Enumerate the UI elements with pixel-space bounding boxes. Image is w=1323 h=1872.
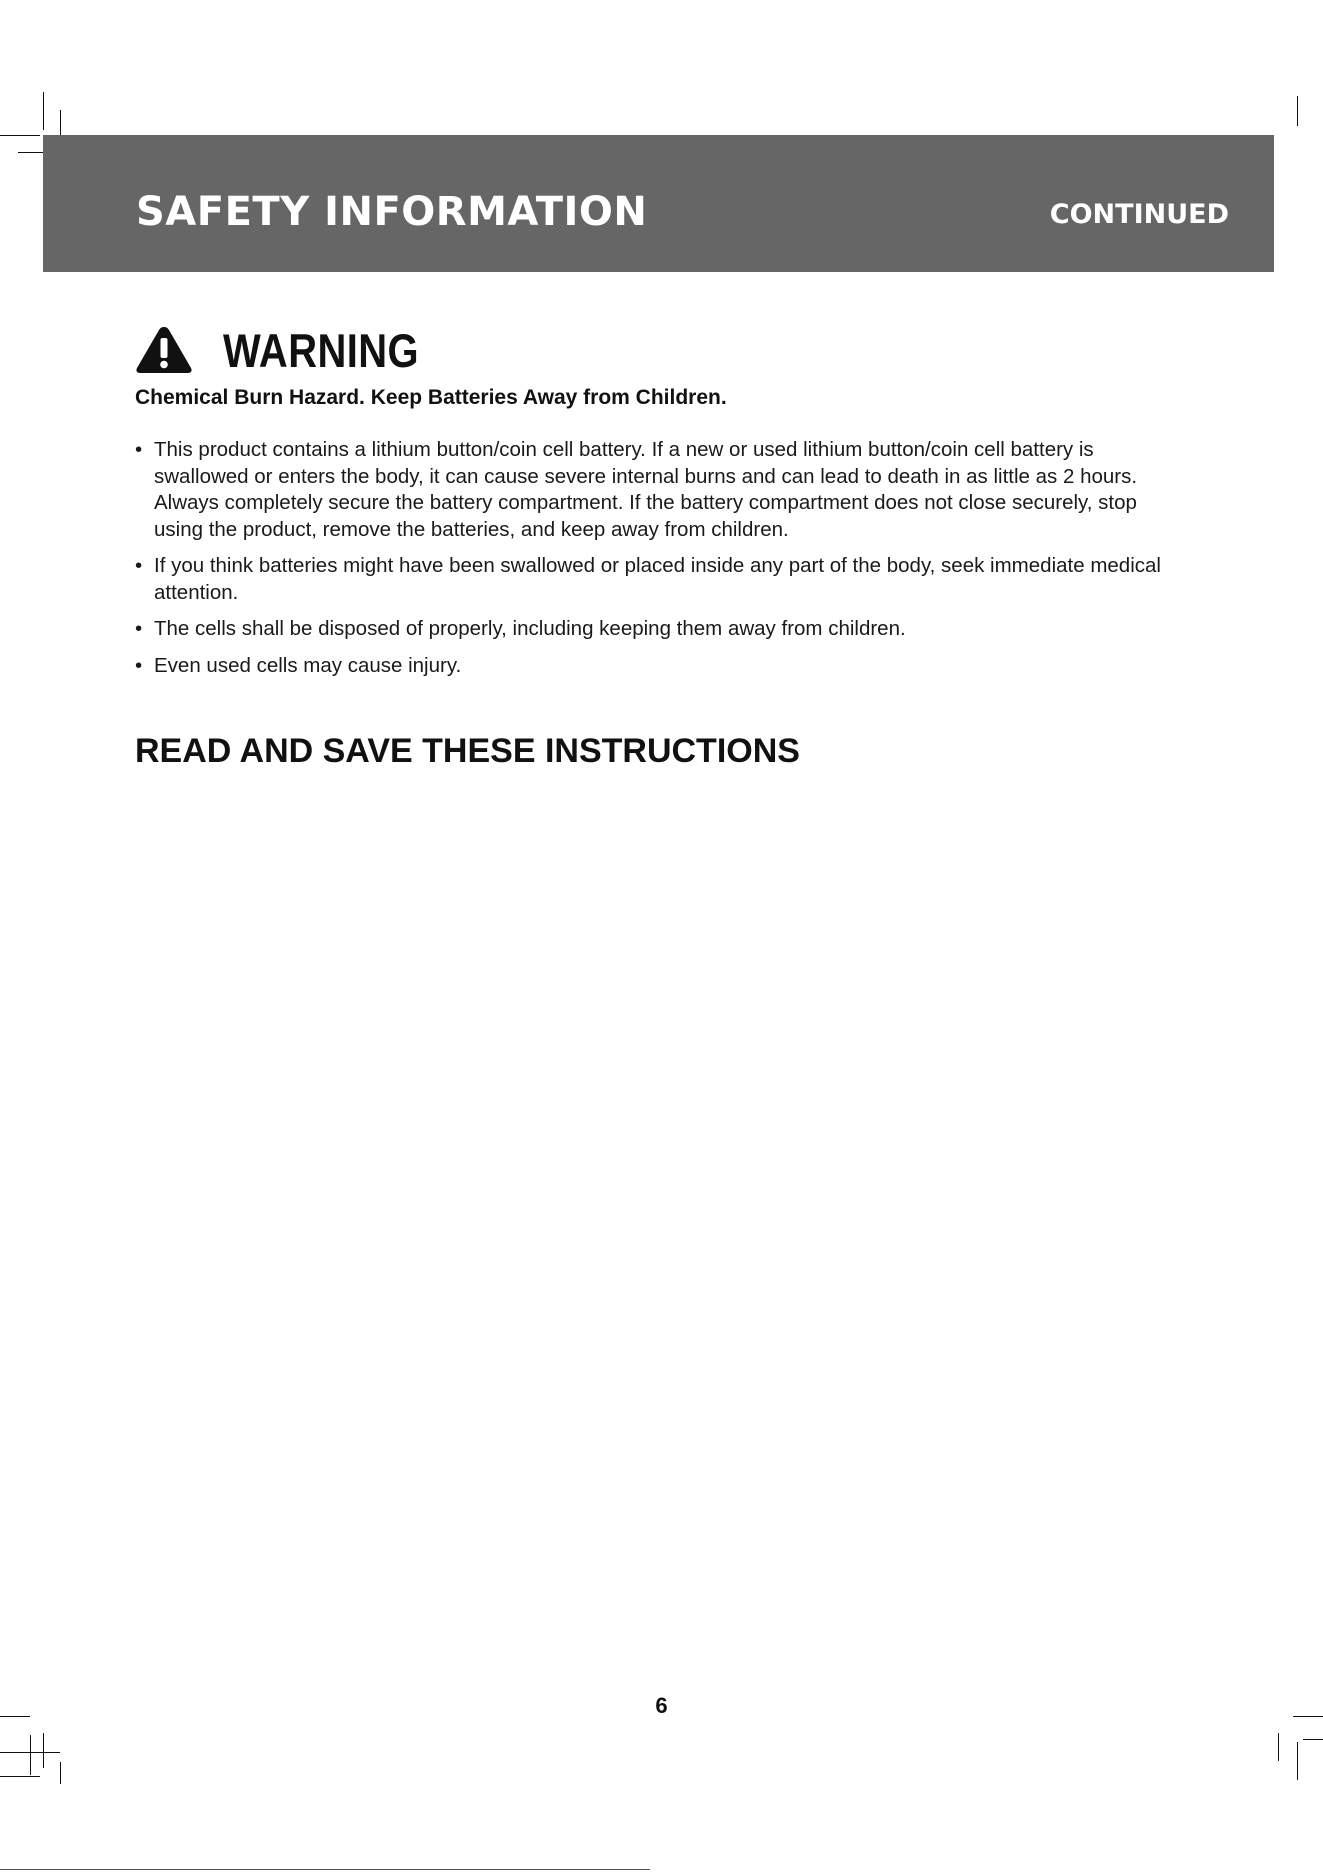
list-item-text: The cells shall be disposed of properly, including keeping them away from children. bbox=[154, 617, 906, 640]
list-item bbox=[135, 616, 1185, 643]
bullet-icon: • bbox=[135, 617, 143, 640]
warning-title: WARNING bbox=[223, 323, 420, 377]
section-header bbox=[43, 135, 1274, 272]
warning-triangle-icon bbox=[135, 325, 193, 375]
bullet-icon: • bbox=[135, 653, 143, 677]
crop-mark bbox=[60, 1762, 61, 1784]
page-number: 6 bbox=[655, 1693, 668, 1718]
section-title: SAFETY INFORMATION bbox=[136, 189, 648, 235]
crop-mark bbox=[30, 1735, 31, 1775]
bullet-icon: • bbox=[135, 438, 143, 461]
list-item bbox=[135, 653, 1185, 680]
crop-mark bbox=[0, 1869, 650, 1870]
list-item-text: If you think batteries might have been swallowed or placed inside any part of the body, seek immediate medical attention. bbox=[154, 554, 1161, 604]
list-item bbox=[135, 437, 1185, 543]
crop-mark bbox=[1297, 1742, 1298, 1780]
crop-mark bbox=[43, 1733, 44, 1768]
continued-label: CONTINUED bbox=[1049, 199, 1229, 230]
crop-mark bbox=[1278, 1733, 1279, 1761]
list-item-text: Even used cells may cause injury. bbox=[154, 653, 462, 677]
crop-mark bbox=[1297, 96, 1298, 126]
crop-mark bbox=[43, 92, 44, 130]
warning-list bbox=[135, 437, 1185, 689]
crop-mark bbox=[1303, 1739, 1323, 1740]
hazard-subheading: Chemical Burn Hazard. Keep Batteries Away from Children. bbox=[135, 386, 727, 409]
warning-heading bbox=[135, 325, 454, 375]
bullet-icon: • bbox=[135, 554, 143, 577]
list-item-text: This product contains a lithium button/coin cell battery. If a new or used lithium button/coin cell battery is swallowed or enters the body, it can cause severe internal burns and can lead to death in as little as 2 hours. Always completely secure the battery compartment. If the battery compartment does not close securely, stop using the product, remove the batteries, and keep away from children. bbox=[154, 438, 1138, 541]
closing-heading: READ AND SAVE THESE INSTRUCTIONS bbox=[135, 732, 800, 770]
crop-mark bbox=[0, 135, 40, 136]
list-item bbox=[135, 553, 1185, 606]
crop-mark bbox=[0, 1776, 40, 1777]
